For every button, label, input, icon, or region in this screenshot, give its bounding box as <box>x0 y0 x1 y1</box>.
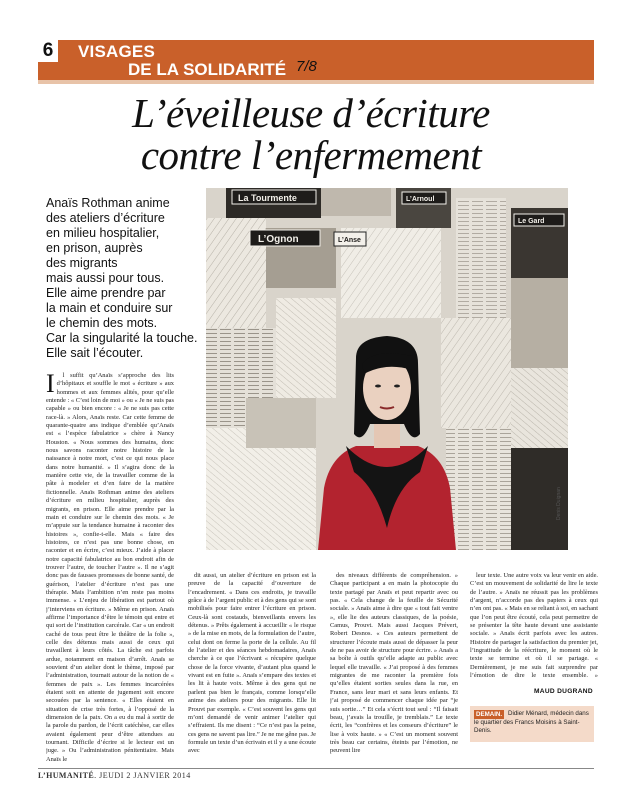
series-index: 7/8 <box>296 58 317 75</box>
page-number: 6 <box>38 40 58 62</box>
article-column-3 <box>330 572 458 764</box>
standfirst-line: le chemin des mots. <box>46 316 158 330</box>
column-4-text: leur texte. Une autre voix va leur venir en aide. C’est un mouvement de solidarité de lire le texte de l’autre. » Anaïs ne réussit pas les problèmes d’argent, n’accorde pas des papiers à ceux qui n’en ont pas. « Mais en se reliant à soi, en sachant que l’on peut être écouté, cela peut permettre de se présenter la tête haute devant une assistante sociale. » Anaïs écrit parfois avec les autres. Histoire de partager la satisfaction du premier jet, l’ingratitude de la réécriture, le moment où le texte se termine et où il se partage. « Dernièrement, je me suis fait surprendre par l’émotion de dire le texte ensemble. » <box>470 572 598 680</box>
headline <box>40 92 582 176</box>
standfirst-line: Elle sait l’écouter. <box>46 346 144 360</box>
column-1-text: l suffit qu’Anaïs s’approche des lits d’hôpitaux et souffle le mot « écriture » aux hommes et aux femmes alités, pour qu’elle entende : « C’est loin de moi » ou « Je ne suis pas capable » ou bien encore : « Je ne suis pas cette race-là. » Alors, Anaïs reste. Car cette femme de quarante-quatre ans indique d’emblée qu’Anaïs est « l’espèce fabulatrice » chère à Nancy Houston. « Nous sommes des humains, donc nous savons raconter notre histoire de la naissance à notre mort, c’est ce qui nous place dans notre humanité. » Il s’agira donc de la manière cette vie, de la travailler comme de la pâte à modeler et d’en faire de la matière fictionnelle. Anaïs Rothman anime des ateliers d’écriture en milieu hospitalier, auprès des migrants, en prison. Elle aime prendre par la main et conduire sur le chemin des mots. « Je m’appuie sur la tendance humaine à raconter des histoires », confie-t-elle. Mais « faire des histoires, ce n’est pas une bonne chose, en raconter et en écrire, c’est mieux. J’aide à placer notre capacité fabulatrice au bon endroit afin de trouver l’autre, de toucher l’autre ». Il ne s’agit donc pas de fausses promesses de bonne santé, de guérison, l’atelier d’écriture n’est pas une thérapie. Mais l’ambition n’en reste pas moins immense. « L’enjeu de libération est partout où j’interviens en écriture. » Même en prison. Anaïs affirme l’importance d’être le témoin qui entre et qui sort de l’institution carcérale. Car « un endroit caché de tous peut être le théâtre de la folie », celle des détenus mais aussi de ceux qui travaillent à leurs côtés. La tâche est parfois ardue, notamment en maison d’arrêt. Anaïs se souvient d’un atelier dont le thème, imposé par l’administration, tournait autour de la notion de « femmes de paix ». Les femmes incarcérées étaient soit en attente de jugement soit encore secouées par la sentence. « Elles étaient en situation de crise très fortes, à l’opposé de la dimension de la paix. On a eu du mal à sortir de la parole du pardon, de l’écrit catéchèse, car elles avaient également peur d’être attendues au tournant. Difficile d’écrire si le lecteur est un juge. » Ou l’administration pénitentiaire. Mais Anaïs le <box>46 372 174 763</box>
sign-la-tourmente: La Tourmente <box>238 193 297 203</box>
standfirst-line: en prison, auprès <box>46 241 143 255</box>
headline-line-2: contre l’enfermement <box>140 132 482 178</box>
standfirst-line: mais aussi pour tous. <box>46 271 165 285</box>
standfirst-line: des ateliers d’écriture <box>46 211 165 225</box>
next-episode-label: DEMAIN. <box>476 711 503 718</box>
standfirst-line: des migrants <box>46 256 118 270</box>
standfirst-line: Anaïs Rothman anime <box>46 196 170 210</box>
issue-date: . JEUDI 2 JANVIER 2014 <box>94 771 191 780</box>
drop-cap: I <box>46 372 55 398</box>
next-episode-text: Didier Ménard, médecin dans le quartier des Francs Moisins à Saint-Denis. <box>474 710 589 734</box>
page-footer <box>38 771 191 780</box>
standfirst-line: la main et conduire sur <box>46 301 173 315</box>
author-signature: MAUD DUGRAND <box>534 688 593 695</box>
rubric-line-1: VISAGES <box>78 42 155 61</box>
sign-l-arnoul: L’Arnoul <box>406 196 435 203</box>
standfirst-line: en milieu hospitalier, <box>46 226 160 240</box>
standfirst <box>46 196 206 361</box>
footer-rule <box>38 768 594 769</box>
sign-l-ognon: L’Ognon <box>258 234 299 245</box>
photo-illustration <box>206 188 568 550</box>
column-2-text: dit aussi, un atelier d’écriture en prison est la preuve de la capacité d’ouverture de l’encadrement. « Dans ces endroits, je travaille grâce à de l’argent public et à des gens qui se sont mobilisés pour faire entrer l’écriture en prison. Ceux-là sont costauds, bienveillants envers les détenus. » Prêts également à accueillir « le risque » de la mise en mots, de la formulation de l’autre, celui dont on ferme la porte de la cellule. Au fil de l’atelier et des séances hebdomadaires, Anaïs cherche à ce que l’écrivant « récupère quelque chose de la force vivante, d’autant plus quand le vivant est en fuite ». Anaïs s’empare des textes et les lit à haute voix. Même à des gens qui ne parlent pas bien le français, comme lorsqu’elle anime des ateliers pour des migrants. Elle lit Prouvt par exemple. « C’est souvent les gens qui m’ont demandé de venir animer l’atelier qui s’effraient. Ils me disent : “Ce n’est pas la peine, ces gens ne savent pas lire.” Je ne me gêne pas. Je formule un texte d’un écrivain et il y a une écoute avec <box>188 572 316 755</box>
standfirst-line: Car la singularité la touche. <box>46 331 198 345</box>
portrait-photo <box>206 188 568 550</box>
sign-l-anse: L’Anse <box>338 237 361 244</box>
sign-le-gard: Le Gard <box>518 218 545 225</box>
article-column-2 <box>188 572 316 764</box>
photo-credit: Denis Duignan <box>556 487 562 520</box>
rubric-line-2: DE LA SOLIDARITÉ <box>128 60 287 79</box>
standfirst-line: Elle aime prendre par <box>46 286 166 300</box>
rubric-band-shadow <box>38 80 594 84</box>
article-column-1 <box>46 372 174 764</box>
headline-line-1: L’éveilleuse d’écriture <box>132 90 490 136</box>
column-3-text: des niveaux différents de compréhension. » Chaque participant a en main la photocopie du texte partagé par Anaïs et peut repartir avec ou pas. « Cela change de la feuille de Sécurité sociale. » Anaïs aime à dire que « tout fait ventre », elle lie des auteurs classiques, de la poésie, Camus, Prouvt. Mais aussi Jacques Prévert, Robert Desnos. « Ces auteurs permettent de structurer l’écoute mais aussi de dépasser la peur de ne pas avoir de structure pour écrire. » Anaïs a sa boîte à outils qu’elle adapte au public avec lequel elle travaille. « J’ai proposé à des femmes migrantes de me raconter la première fois qu’elles étaient sorties seules dans la rue, en France, sans leur mari et sans leurs enfants. Et j’ai proposé de commencer chaque idée par “je suis sortie…” Et cela s’écrit tout seul : “Il faisait beau, j’avais la trouille, je tremblais.” Le texte écrit, les “confrères et les conseurs d’écriture” le lise à voix haute. » « C’est un moment souvent très beau car certains, éteints par l’émotion, ne peuvent lire <box>330 572 458 755</box>
article-column-4 <box>470 572 598 680</box>
newspaper-name: L’HUMANITÉ <box>38 771 95 780</box>
